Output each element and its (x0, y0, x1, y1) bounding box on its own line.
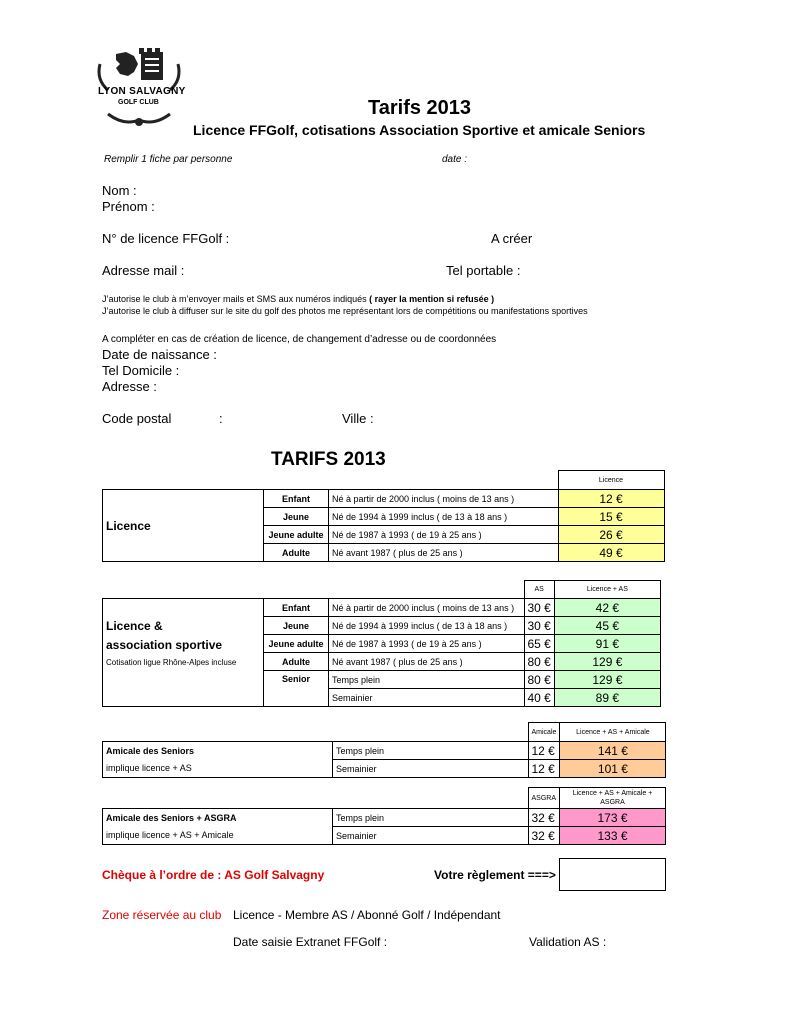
as-section-note: Cotisation ligue Rhône-Alpes incluse (106, 658, 237, 667)
amicale-section: Amicale des Seniors (103, 742, 333, 760)
complete-note: A compléter en cas de création de licence, de changement d’adresse ou de coordonnées (102, 334, 497, 345)
ville-field[interactable]: Ville : (342, 411, 374, 426)
consent-mail-sms[interactable] (102, 294, 494, 304)
amicale-desc-0: Temps plein (333, 742, 529, 760)
tarifs-title: TARIFS 2013 (271, 449, 386, 470)
as-total-1: 45 € (554, 617, 660, 635)
asgra-note: implique licence + AS + Amicale (103, 827, 333, 845)
as-cat-3: Adulte (264, 653, 329, 671)
as-header: AS (524, 581, 554, 599)
asgra-header: ASGRA (528, 788, 560, 809)
tel-portable-field[interactable]: Tel portable : (446, 263, 521, 278)
as-section-line1: Licence & (106, 619, 163, 633)
amicale-note: implique licence + AS (103, 760, 333, 778)
licence-desc-2: Né de 1987 à 1993 ( de 19 à 25 ans ) (329, 526, 559, 544)
as-cat-4: Senior (264, 671, 329, 707)
as-desc-0: Né à partir de 2000 inclus ( moins de 13 ans ) (329, 599, 525, 617)
page-subtitle: Licence FFGolf, cotisations Association Sportive et amicale Seniors (193, 122, 646, 138)
as-total-4: 129 € (554, 671, 660, 689)
licence-section-label: Licence (103, 490, 264, 562)
asgra-desc-1: Semainier (333, 827, 529, 845)
zone-reserved-label: Zone réservée au club (102, 908, 222, 922)
reglement-box[interactable] (559, 858, 666, 891)
licence-desc-0: Né à partir de 2000 inclus ( moins de 13 ans ) (329, 490, 559, 508)
licence-price-0: 12 € (558, 490, 664, 508)
asgra-section: Amicale des Seniors + ASGRA (103, 809, 333, 827)
consent-mail-note: ( rayer la mention si refusée ) (369, 294, 495, 304)
licence-as-table (102, 580, 661, 707)
code-postal-field[interactable]: Code postal (102, 411, 172, 426)
licence-cat-2: Jeune adulte (264, 526, 329, 544)
code-postal-colon: : (219, 411, 223, 426)
licence-header: Licence (558, 471, 664, 490)
as-cat-1: Jeune (264, 617, 329, 635)
as-price-5: 40 € (524, 689, 554, 707)
as-desc-4: Temps plein (329, 671, 525, 689)
date-label[interactable]: date : (442, 154, 468, 165)
amicale-header: Amicale (528, 723, 560, 742)
as-desc-2: Né de 1987 à 1993 ( de 19 à 25 ans ) (329, 635, 525, 653)
cheque-instruction: Chèque à l’ordre de : AS Golf Salvagny (102, 868, 325, 882)
as-desc-1: Né de 1994 à 1999 inclus ( de 13 à 18 ans ) (329, 617, 525, 635)
licence-price-2: 26 € (558, 526, 664, 544)
zone-options[interactable]: Licence - Membre AS / Abonné Golf / Indépendant (233, 908, 501, 922)
as-price-3: 80 € (524, 653, 554, 671)
asgra-price-0: 32 € (528, 809, 560, 827)
as-total-3: 129 € (554, 653, 660, 671)
as-cat-2: Jeune adulte (264, 635, 329, 653)
amicale-price-1: 12 € (528, 760, 560, 778)
as-total-header: Licence + AS (554, 581, 660, 599)
licence-price-3: 49 € (558, 544, 664, 562)
amicale-table (102, 722, 666, 778)
prenom-field[interactable]: Prénom : (102, 199, 155, 214)
as-total-2: 91 € (554, 635, 660, 653)
asgra-total-1: 133 € (560, 827, 666, 845)
amicale-desc-1: Semainier (333, 760, 529, 778)
licence-cat-0: Enfant (264, 490, 329, 508)
as-price-1: 30 € (524, 617, 554, 635)
instruction: Remplir 1 fiche par personne (104, 154, 233, 165)
asgra-table (102, 787, 666, 845)
birthdate-field[interactable]: Date de naissance : (102, 347, 217, 362)
asgra-total-0: 173 € (560, 809, 666, 827)
validation-field[interactable]: Validation AS : (529, 935, 607, 949)
as-total-0: 42 € (554, 599, 660, 617)
as-price-4: 80 € (524, 671, 554, 689)
as-total-5: 89 € (554, 689, 660, 707)
licence-cat-3: Adulte (264, 544, 329, 562)
as-price-0: 30 € (524, 599, 554, 617)
licence-cat-1: Jeune (264, 508, 329, 526)
consent-mail-text: J’autorise le club à m’envoyer mails et SMS aux numéros indiqués (102, 294, 370, 304)
licence-desc-3: Né avant 1987 ( plus de 25 ans ) (329, 544, 559, 562)
tel-domicile-field[interactable]: Tel Domicile : (102, 363, 180, 378)
licence-price-1: 15 € (558, 508, 664, 526)
email-field[interactable]: Adresse mail : (102, 263, 185, 278)
consent-photos[interactable]: J’autorise le club à diffuser sur le site du golf des photos me représentant lors de compétitions ou manifestations sportives (102, 306, 588, 316)
page-title: Tarifs 2013 (368, 97, 472, 119)
asgra-price-1: 32 € (528, 827, 560, 845)
amicale-total-1: 101 € (560, 760, 666, 778)
licence-number-field[interactable]: N° de licence FFGolf : (102, 231, 230, 246)
adresse-field[interactable]: Adresse : (102, 379, 157, 394)
reglement-label: Votre règlement ===> (434, 868, 556, 882)
date-saisie-field[interactable]: Date saisie Extranet FFGolf : (233, 935, 388, 949)
licence-table (102, 470, 665, 562)
as-desc-5: Semainier (329, 689, 525, 707)
as-section-line2: association sportive (106, 638, 223, 652)
as-cat-0: Enfant (264, 599, 329, 617)
licence-desc-1: Né de 1994 à 1999 inclus ( de 13 à 18 ans ) (329, 508, 559, 526)
logo-line1: LYON SALVAGNY (98, 86, 186, 97)
amicale-total-header: Licence + AS + Amicale (560, 723, 666, 742)
club-logo (94, 46, 184, 132)
as-price-2: 65 € (524, 635, 554, 653)
asgra-desc-0: Temps plein (333, 809, 529, 827)
amicale-price-0: 12 € (528, 742, 560, 760)
nom-field[interactable]: Nom : (102, 183, 137, 198)
asgra-total-header: Licence + AS + Amicale + ASGRA (560, 788, 666, 809)
logo-line2: GOLF CLUB (118, 99, 159, 106)
as-section (103, 599, 264, 707)
a-creer-option[interactable]: A créer (491, 231, 533, 246)
amicale-total-0: 141 € (560, 742, 666, 760)
as-desc-3: Né avant 1987 ( plus de 25 ans ) (329, 653, 525, 671)
